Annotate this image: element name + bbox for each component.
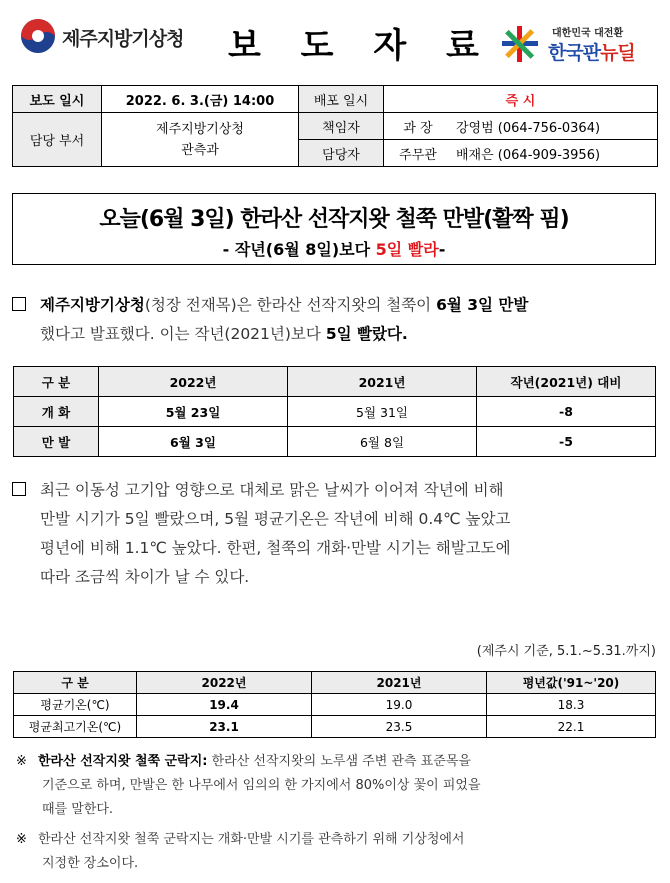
korea-new-deal-logo-icon (500, 24, 540, 64)
p1-days: 5일 빨랐다. (325, 325, 408, 343)
note-2 (16, 828, 656, 876)
t2-header: 2022년 (137, 672, 312, 694)
note-1 (16, 750, 656, 822)
t2-cell: 19.0 (312, 694, 487, 716)
distribution-value: 즉 시 (384, 86, 658, 113)
bullet-square-icon (12, 297, 26, 311)
t1-cell: 개 화 (14, 397, 99, 427)
t2-cell: 18.3 (487, 694, 656, 716)
responsible-contact: 강영범 (064-756-0364) (452, 113, 658, 140)
t2-cell: 22.1 (487, 716, 656, 738)
table-row (14, 716, 656, 738)
note-mark: ※ (16, 754, 27, 769)
t2-cell: 평균기온(℃) (14, 694, 137, 716)
note-2-line: 한라산 선작지왓 철쭉 군락지는 개화·만발 시기를 관측하기 위해 기상청에서 (38, 832, 465, 847)
brand-name (548, 38, 635, 65)
p2-line: 평년에 비해 1.1℃ 높았다. 한편, 철쭉의 개화·만발 시기는 해발고도에 (40, 539, 511, 557)
responsible-label: 책임자 (299, 113, 384, 140)
headline-title: 오늘(6월 3일) 한라산 선작지왓 철쭉 만발(활짝 핌) (99, 207, 569, 232)
t1-header: 2022년 (99, 367, 288, 397)
subtitle-highlight: 5일 빨라 (375, 240, 439, 259)
t1-header: 작년(2021년) 대비 (477, 367, 656, 397)
t1-cell: 6월 8일 (288, 427, 477, 457)
table-row (14, 397, 656, 427)
kma-logo-icon (20, 18, 56, 54)
note-1-line: 때를 말한다. (42, 802, 114, 817)
t1-cell: 5월 31일 (288, 397, 477, 427)
p1-agency: 제주지방기상청 (40, 296, 145, 314)
p1-text-1: (청장 전재목)은 한라산 선작지왓의 철쭉이 (144, 296, 437, 314)
staff-contact: 배재은 (064-909-3956) (452, 140, 658, 167)
t1-cell: 5월 23일 (99, 397, 288, 427)
staff-title: 주무관 (384, 140, 453, 167)
note-1-line: 한라산 선작지왓의 노루샘 주변 관측 표준목을 (207, 754, 471, 769)
bloom-date-table (13, 366, 656, 457)
note-1-term: 한라산 선작지왓 철쭉 군락지: (38, 754, 208, 769)
department-value (102, 113, 299, 167)
note-2-line: 지정한 장소이다. (42, 856, 139, 871)
document-title: 보 도 자 료 (228, 26, 493, 66)
p2-line: 최근 이동성 고기압 영향으로 대체로 맑은 날씨가 이어져 작년에 비해 (40, 481, 504, 499)
paragraph-1 (12, 291, 658, 349)
bullet-square-icon (12, 482, 26, 496)
release-info-table (12, 85, 658, 167)
table-row (14, 427, 656, 457)
t1-header: 구 분 (14, 367, 99, 397)
responsible-title: 과 장 (384, 113, 453, 140)
t2-cell: 평균최고기온(℃) (14, 716, 137, 738)
p1-date: 6월 3일 만발 (436, 296, 529, 314)
table-basis-note: (제주시 기준, 5.1.~5.31.까지) (476, 644, 656, 659)
staff-label: 담당자 (299, 140, 384, 167)
paragraph-2 (12, 476, 658, 592)
brand-name-part-1: 한국판 (548, 42, 601, 64)
t2-header: 2021년 (312, 672, 487, 694)
t2-cell: 23.1 (137, 716, 312, 738)
t1-header: 2021년 (288, 367, 477, 397)
note-1-line: 기준으로 하며, 만발은 한 나무에서 임의의 한 가지에서 80%이상 꽃이 피었을 (42, 778, 481, 793)
table-row (14, 694, 656, 716)
t2-header: 구 분 (14, 672, 137, 694)
t2-cell: 23.5 (312, 716, 487, 738)
department-label: 담당 부서 (13, 113, 102, 167)
t1-cell: -5 (477, 427, 656, 457)
release-date-label: 보도 일시 (13, 86, 102, 113)
brand-name-part-2: 뉴딜 (600, 42, 635, 64)
distribution-label: 배포 일시 (299, 86, 384, 113)
t1-cell: 만 발 (14, 427, 99, 457)
agency-name: 제주지방기상청 (62, 28, 184, 50)
note-mark: ※ (16, 832, 27, 847)
headline-subtitle (13, 237, 655, 260)
t2-cell: 19.4 (137, 694, 312, 716)
p2-line: 따라 조금씩 차이가 날 수 있다. (40, 568, 250, 586)
t2-header: 평년값('91~'20) (487, 672, 656, 694)
headline-box (12, 193, 656, 265)
temperature-table (13, 671, 656, 738)
brand-tagline: 대한민국 대전환 (552, 28, 624, 39)
t1-cell: -8 (477, 397, 656, 427)
t1-cell: 6월 3일 (99, 427, 288, 457)
department-division: 관측과 (181, 142, 219, 158)
subtitle-suffix: - (438, 240, 446, 259)
release-date-value: 2022. 6. 3.(금) 14:00 (102, 86, 299, 113)
p2-line: 만발 시기가 5일 빨랐으며, 5월 평균기온은 작년에 비해 0.4℃ 높았고 (40, 510, 511, 528)
subtitle-prefix: - 작년(6월 8일)보다 (222, 240, 376, 259)
p1-text-2: 했다고 발표했다. 이는 작년(2021년)보다 (40, 325, 326, 343)
department-name: 제주지방기상청 (156, 121, 244, 137)
